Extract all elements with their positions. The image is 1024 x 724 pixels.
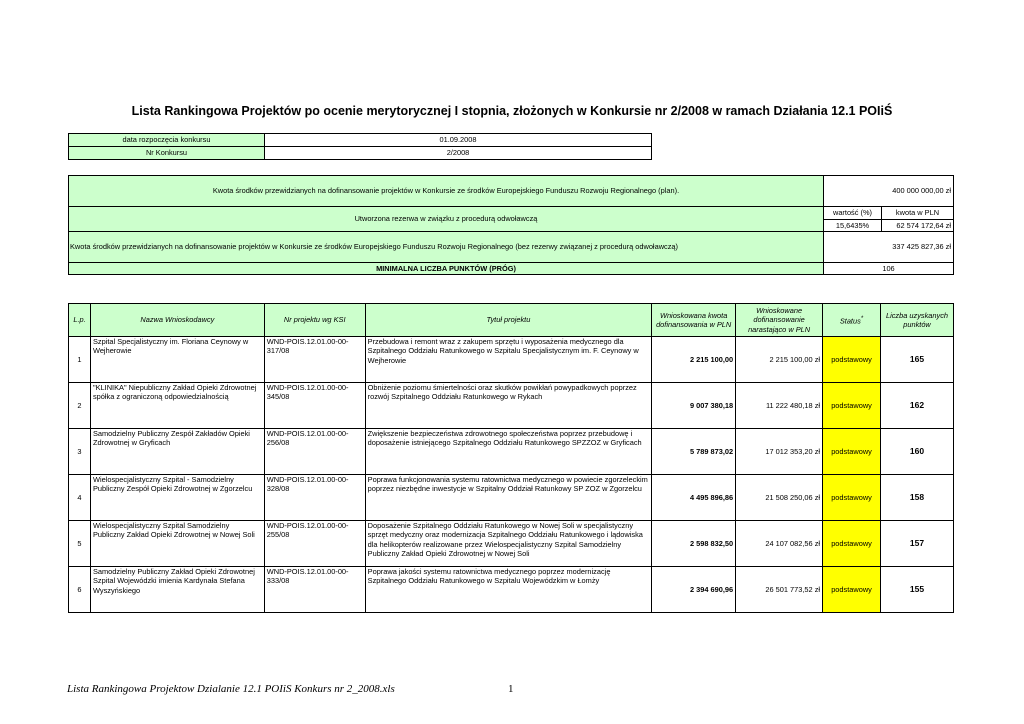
footer-filename: Lista Rankingowa Projektow Dzialanie 12.1 POIiS Konkurs nr 2_2008.xls [67, 683, 395, 695]
row-ksi: WND-POIS.12.01.00-00-333/08 [264, 567, 365, 613]
header-status [823, 304, 881, 337]
ranking-header-row [69, 304, 954, 337]
row-applicant: Samodzielny Publiczny Zakład Opieki Zdrowotnej Szpital Wojewódzki imienia Kardynała Stefana Wyszyńskiego [90, 567, 264, 613]
row-lp: 4 [69, 475, 91, 521]
row-ksi: WND-POIS.12.01.00-00-345/08 [264, 383, 365, 429]
table-row [69, 521, 954, 567]
row-title: Doposażenie Szpitalnego Oddziału Ratunkowego w Nowej Soli w specjalistyczny sprzęt medyczny oraz modernizacja Szpitalnego Oddziału Ratunkowego i lądowiska dla helikopterów realizowane przez Wielospecjalistyczny Szpital Samodzielny Publiczny Zakład Opieki Zdrowotnej w Nowej Soli [365, 521, 652, 567]
row-status: podstawowy [823, 475, 881, 521]
reserve-amount-value: 62 574 172,64 zł [882, 219, 954, 232]
table-row [69, 429, 954, 475]
contest-number-value: 2/2008 [265, 147, 652, 160]
row-cumulative: 2 215 100,00 zł [736, 337, 823, 383]
page-title: Lista Rankingowa Projektów po ocenie merytorycznej I stopnia, złożonych w Konkursie nr 2/2008 w ramach Działania 12.1 POIiŚ [131, 104, 893, 118]
row-applicant: "KLINIKA" Niepubliczny Zakład Opieki Zdrowotnej spółka z ograniczoną odpowiedzialnością [90, 383, 264, 429]
row-points: 165 [881, 337, 954, 383]
row-points: 155 [881, 567, 954, 613]
row-requested: 4 495 896,86 [652, 475, 736, 521]
row-lp: 3 [69, 429, 91, 475]
row-points: 160 [881, 429, 954, 475]
row-applicant: Samodzielny Publiczny Zespół Zakładów Opieki Zdrowotnej w Gryficach [90, 429, 264, 475]
row-title: Zwiększenie bezpieczeństwa zdrowotnego społeczeństwa poprzez przebudowę i doposażenie istniejącego Szpitalnego Oddziału Ratunkowego SPZZOZ w Gryficach [365, 429, 652, 475]
row-status: podstawowy [823, 521, 881, 567]
row-status: podstawowy [823, 567, 881, 613]
reserve-pct-header: wartość (%) [824, 207, 882, 220]
row-applicant: Szpital Specjalistyczny im. Floriana Ceynowy w Wejherowie [90, 337, 264, 383]
row-cumulative: 17 012 353,20 zł [736, 429, 823, 475]
planned-funds-value: 400 000 000,00 zł [824, 176, 954, 207]
min-points-label: MINIMALNA LICZBA PUNKTÓW (PRÓG) [69, 263, 824, 275]
row-requested: 2 598 832,50 [652, 521, 736, 567]
row-title: Poprawa jakości systemu ratownictwa medycznego poprzez modernizację Szpitalnego Oddziału Ratunkowego w Szpitalu Wojewódzkim w Łomży [365, 567, 652, 613]
row-cumulative: 11 222 480,18 zł [736, 383, 823, 429]
header-status-footnote-mark: * [860, 314, 864, 322]
row-lp: 2 [69, 383, 91, 429]
table-row [69, 475, 954, 521]
row-lp: 6 [69, 567, 91, 613]
row-status: podstawowy [823, 383, 881, 429]
header-ksi: Nr projektu wg KSI [264, 304, 365, 337]
row-ksi: WND-POIS.12.01.00-00-255/08 [264, 521, 365, 567]
row-title: Obniżenie poziomu śmiertelności oraz skutków powikłań powypadkowych poprzez rozwój Szpitalnego Oddziału Ratunkowego w Rykach [365, 383, 652, 429]
row-requested: 9 007 380,18 [652, 383, 736, 429]
header-points: Liczba uzyskanych punktów [881, 304, 954, 337]
row-cumulative: 26 501 773,52 zł [736, 567, 823, 613]
contest-info-table [68, 133, 652, 160]
header-lp: L.p. [69, 304, 91, 337]
row-applicant: Wielospecjalistyczny Szpital Samodzielny Publiczny Zakład Opieki Zdrowotnej w Nowej Soli [90, 521, 264, 567]
contest-number-label: Nr Konkursu [69, 147, 265, 160]
min-points-value: 106 [824, 263, 954, 275]
reserve-amount-header: kwota w PLN [882, 207, 954, 220]
header-requested: Wnioskowana kwota dofinansowania w PLN [652, 304, 736, 337]
row-cumulative: 21 508 250,06 zł [736, 475, 823, 521]
row-points: 162 [881, 383, 954, 429]
header-applicant: Nazwa Wnioskodawcy [90, 304, 264, 337]
row-ksi: WND-POIS.12.01.00-00-256/08 [264, 429, 365, 475]
row-requested: 5 789 873,02 [652, 429, 736, 475]
table-row [69, 383, 954, 429]
contest-start-row [69, 134, 652, 147]
table-row [69, 337, 954, 383]
net-funds-value: 337 425 827,36 zł [824, 232, 954, 263]
row-title: Poprawa funkcjonowania systemu ratownictwa medycznego w powiecie zgorzeleckim poprzez niezbędne inwestycje w Szpitalny Oddział Ratunkowy SP ZOZ w Zgorzelcu [365, 475, 652, 521]
ranking-table [68, 303, 954, 613]
row-title: Przebudowa i remont wraz z zakupem sprzętu i wyposażenia medycznego dla Szpitalnego Oddziału Ratunkowego w Szpitalu Specjalistycznym im. F. Ceynowy w Wejherowie [365, 337, 652, 383]
table-row [69, 567, 954, 613]
row-requested: 2 394 690,96 [652, 567, 736, 613]
header-status-label: Status [839, 316, 861, 326]
row-cumulative: 24 107 082,56 zł [736, 521, 823, 567]
row-lp: 1 [69, 337, 91, 383]
reserve-label: Utworzona rezerwa w związku z procedurą odwoławczą [69, 207, 824, 232]
row-ksi: WND-POIS.12.01.00-00-328/08 [264, 475, 365, 521]
header-cumulative: Wnioskowane dofinansowanie narastająco w PLN [736, 304, 823, 337]
page-number: 1 [508, 683, 514, 695]
row-status: podstawowy [823, 429, 881, 475]
planned-funds-label: Kwota środków przewidzianych na dofinansowanie projektów w Konkursie ze środków Europejskiego Funduszu Rozwoju Regionalnego (plan). [69, 176, 824, 207]
row-points: 158 [881, 475, 954, 521]
contest-start-label: data rozpoczęcia konkursu [69, 134, 265, 147]
row-ksi: WND-POIS.12.01.00-00-317/08 [264, 337, 365, 383]
contest-number-row [69, 147, 652, 160]
funds-table [68, 175, 954, 275]
row-status: podstawowy [823, 337, 881, 383]
row-points: 157 [881, 521, 954, 567]
row-applicant: Wielospecjalistyczny Szpital - Samodzielny Publiczny Zespół Opieki Zdrowotnej w Zgorzelcu [90, 475, 264, 521]
net-funds-label: Kwota środków przewidzianych na dofinansowanie projektów w Konkursie ze środków Europejskiego Funduszu Rozwoju Regionalnego (bez rezerwy związanej z procedurą odwoławczą) [69, 232, 824, 263]
reserve-pct-value: 15,6435% [824, 219, 882, 232]
header-title: Tytuł projektu [365, 304, 652, 337]
row-lp: 5 [69, 521, 91, 567]
row-requested: 2 215 100,00 [652, 337, 736, 383]
contest-start-value: 01.09.2008 [265, 134, 652, 147]
